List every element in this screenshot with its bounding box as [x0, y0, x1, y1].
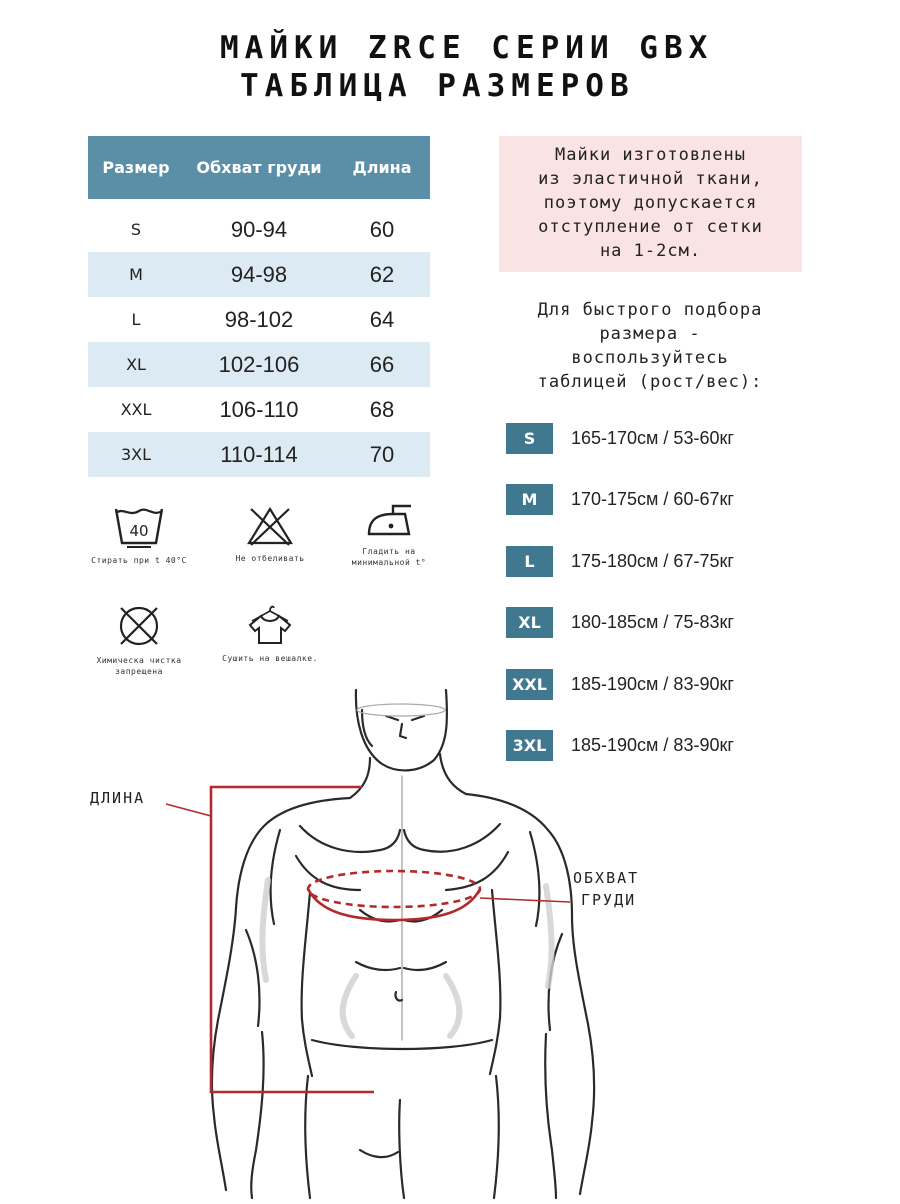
size-badge: S: [506, 423, 553, 454]
size-badge: L: [506, 546, 553, 577]
wash-temperature: 40: [129, 522, 149, 540]
chest-label-line2: ГРУДИ: [581, 891, 637, 909]
quick-line: размера -: [599, 324, 701, 344]
care-dryclean: [84, 603, 194, 677]
cell-length: 64: [369, 306, 395, 332]
care-iron: [334, 498, 444, 568]
chest-label-line1: ОБХВАТ: [573, 869, 640, 887]
page-title: МАЙКИ ZRCE СЕРИИ GBX: [220, 30, 714, 66]
table-row: [88, 297, 430, 342]
cell-chest: 98-102: [224, 306, 294, 332]
height-weight-text: 185-190см / 83-90кг: [571, 735, 734, 755]
dryclean-label-1: Химическа чистка: [96, 656, 182, 665]
cell-chest: 110-114: [220, 441, 298, 467]
table-row: [88, 252, 430, 297]
bleach-label: Не отбеливать: [235, 554, 305, 563]
header-length: Длина: [352, 158, 412, 177]
care-hanger: [215, 601, 325, 664]
note-line: на 1-2см.: [599, 241, 702, 261]
cell-length: 66: [369, 351, 395, 377]
hang-dry-icon: [246, 601, 294, 647]
cell-size: 3XL: [120, 445, 152, 464]
height-weight-text: 175-180см / 67-75кг: [571, 551, 734, 571]
cell-size: S: [130, 220, 142, 239]
care-bleach: [215, 505, 325, 564]
wash-label: Стирать при t 40°C: [91, 556, 187, 565]
care-wash: [84, 503, 194, 566]
iron-low-icon: [363, 498, 415, 540]
length-label: ДЛИНА: [90, 789, 146, 807]
cell-chest: 90-94: [230, 216, 288, 242]
size-table-header: [88, 136, 430, 199]
note-line: Майки изготовлены: [555, 145, 746, 165]
cell-chest: 106-110: [219, 396, 299, 422]
no-bleach-icon: [245, 505, 295, 547]
size-badge: XL: [506, 607, 553, 638]
note-line: отступление от сетки: [538, 217, 763, 237]
header-chest: Обхват груди: [196, 158, 322, 177]
list-item: [506, 546, 734, 577]
page-subtitle: ТАБЛИЦА РАЗМЕРОВ: [240, 68, 635, 104]
height-weight-text: 185-190см / 83-90кг: [571, 674, 734, 694]
height-weight-text: 180-185см / 75-83кг: [571, 612, 734, 632]
quick-line: таблицей (рост/вес):: [537, 372, 763, 392]
list-item: [506, 423, 734, 454]
height-weight-text: 165-170см / 53-60кг: [571, 428, 734, 448]
body-sketch-illustration: [0, 680, 900, 1200]
cell-size: L: [131, 310, 141, 329]
iron-label-1: Гладить на: [362, 547, 416, 556]
cell-chest: 102-106: [218, 351, 300, 377]
table-row: [88, 387, 430, 432]
dryclean-label-2: запрещена: [115, 667, 163, 676]
table-row: [88, 207, 430, 252]
table-row: [88, 432, 430, 477]
body-measurement-figure: [0, 680, 900, 1200]
list-item: [506, 607, 734, 638]
size-badge: M: [506, 484, 553, 515]
size-table: [88, 136, 430, 477]
cell-length: 62: [369, 261, 395, 287]
no-dryclean-icon: [116, 603, 162, 649]
height-weight-text: 170-175см / 60-67кг: [571, 489, 734, 509]
size-badge: 3XL: [506, 730, 553, 761]
cell-length: 70: [369, 441, 395, 467]
list-item: [506, 484, 734, 515]
table-row: [88, 342, 430, 387]
wash-40-icon: [113, 503, 165, 549]
quick-line: Для быстрого подбора: [537, 300, 763, 320]
cell-size: XL: [126, 355, 146, 374]
cell-chest: 94-98: [230, 261, 288, 287]
quick-line: воспользуйтесь: [571, 348, 729, 368]
header-size: Размер: [102, 158, 170, 177]
quick-selection-text: [490, 298, 810, 394]
cell-length: 68: [369, 396, 395, 422]
cell-length: 60: [369, 216, 395, 242]
elastic-fabric-note: [499, 136, 802, 272]
cell-size: M: [129, 265, 143, 284]
hanger-label: Сушить на вешалке.: [222, 654, 318, 663]
note-line: из эластичной ткани,: [538, 169, 763, 189]
iron-label-2: минимальной t°: [351, 558, 427, 567]
note-line: поэтому допускается: [543, 193, 758, 213]
size-badge: XXL: [506, 669, 553, 700]
cell-size: XXL: [120, 400, 152, 419]
